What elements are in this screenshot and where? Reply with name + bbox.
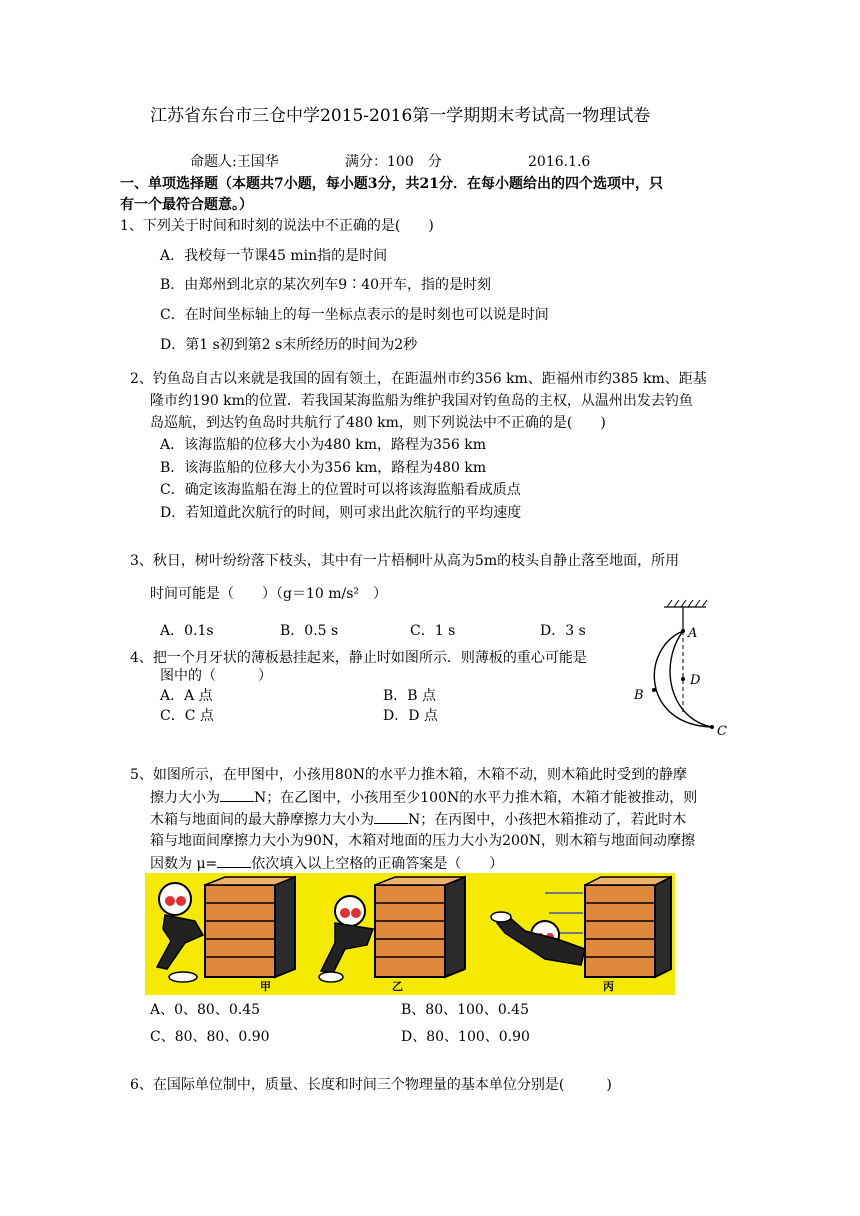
q3-option-c: C．1 s	[410, 623, 456, 639]
section-heading-line2: 有一个最符合题意。）	[120, 197, 253, 213]
q4-option-b: B．B 点	[383, 688, 437, 704]
page-title: 江苏省东台市三仓中学2015-2016第一学期期末考试高一物理试卷	[150, 106, 651, 126]
q2-stem-line2: 隆市约190 km的位置．若我国某海监船为维护我国对钓鱼岛的主权，从温州出发去钓鱼	[150, 393, 693, 409]
caption-bing: 丙	[603, 980, 614, 993]
panel-jia	[157, 877, 295, 982]
q5-line3: 木箱与地面间的最大静摩擦力大小为 N；在丙图中，小孩把木箱推动了，若此时木	[150, 809, 686, 830]
q2-stem-line3: 岛巡航，到达钓鱼岛时共航行了480 km，则下列说法中不正确的是( )	[150, 415, 606, 431]
q1-option-a: A．我校每一节课45 min指的是时间	[160, 248, 388, 264]
q5-line1: 5、如图所示，在甲图中，小孩用80N的水平力推木箱，木箱不动，则木箱此时受到的静摩	[130, 767, 687, 783]
caption-yi: 乙	[392, 980, 403, 993]
q4-stem-line2: 图中的（ ）	[160, 668, 272, 684]
q2-stem-line1: 2、钓鱼岛自古以来就是我国的固有领土，在距温州市约356 km、距福州市约385 km、距基	[130, 371, 707, 387]
q5-line4: 箱与地面间摩擦力大小为90N，木箱对地面的压力大小为200N，则木箱与地面间动摩擦	[150, 833, 696, 849]
q1-stem: 1、下列关于时间和时刻的说法中不正确的是( )	[120, 218, 434, 234]
caption-jia: 甲	[260, 980, 271, 993]
author: 命题人:王国华	[190, 154, 279, 170]
q5-option-c: C、80、80、0.90	[150, 1029, 270, 1045]
q2-option-a: A．该海监船的位移大小为480 km，路程为356 km	[160, 437, 486, 453]
q4-stem-line1: 4、把一个月牙状的薄板悬挂起来，静止时如图所示．则薄板的重心可能是	[130, 650, 587, 666]
q4-option-a: A．A 点	[160, 688, 213, 704]
q5-line5: 因数为 μ= 依次填入以上空格的正确答案是（ ）	[150, 853, 503, 874]
q5-option-b: B、80、100、0.45	[401, 1002, 529, 1018]
exam-date: 2016.1.6	[528, 154, 591, 170]
crescent-plate-figure	[620, 595, 740, 740]
label-b: B	[634, 688, 644, 703]
label-a: A	[688, 626, 698, 641]
q6-stem: 6、在国际单位制中，质量、长度和时间三个物理量的基本单位分别是( )	[130, 1077, 612, 1093]
q3-option-d: D．3 s	[540, 623, 586, 639]
q1-option-c: C．在时间坐标轴上的每一坐标点表示的是时刻也可以说是时间	[160, 307, 549, 323]
label-d: D	[690, 673, 701, 688]
full-score: 满分：100 分	[345, 154, 442, 170]
q5-option-a: A、0、80、0.45	[150, 1002, 261, 1018]
q2-option-c: C．确定该海监船在海上的位置时可以将该海监船看成质点	[160, 482, 521, 498]
label-c: C	[717, 724, 727, 739]
q3-option-b: B．0.5 s	[280, 623, 339, 639]
q3-stem-line2: 时间可能是（ ）（g＝10 m/s² ）	[150, 586, 388, 602]
q4-option-d: D．D 点	[383, 708, 438, 724]
q5-line2: 擦力大小为 N；在乙图中，小孩用至少100N的水平力推木箱，木箱才能被推动，则	[150, 787, 697, 808]
q3-option-a: A．0.1s	[160, 623, 214, 639]
q3-stem-line1: 3、秋日，树叶纷纷落下枝头，其中有一片梧桐叶从高为5m的枝头自静止落至地面，所用	[130, 553, 680, 569]
q1-option-b: B．由郑州到北京的某次列车9∶40开车，指的是时刻	[160, 277, 492, 293]
q5-option-d: D、80、100、0.90	[401, 1029, 530, 1045]
q1-option-d: D．第1 s初到第2 s末所经历的时间为2秒	[160, 337, 418, 353]
pushing-box-illustration	[145, 873, 675, 995]
q4-option-c: C．C 点	[160, 708, 214, 724]
section-heading-line1: 一、单项选择题（本题共7小题，每小题3分，共21分．在每小题给出的四个选项中，只	[120, 176, 663, 192]
q2-option-b: B．该海监船的位移大小为356 km，路程为480 km	[160, 460, 487, 476]
panel-bing	[491, 877, 671, 977]
panel-yi	[319, 877, 465, 982]
q2-option-d: D．若知道此次航行的时间，则可求出此次航行的平均速度	[160, 505, 522, 521]
